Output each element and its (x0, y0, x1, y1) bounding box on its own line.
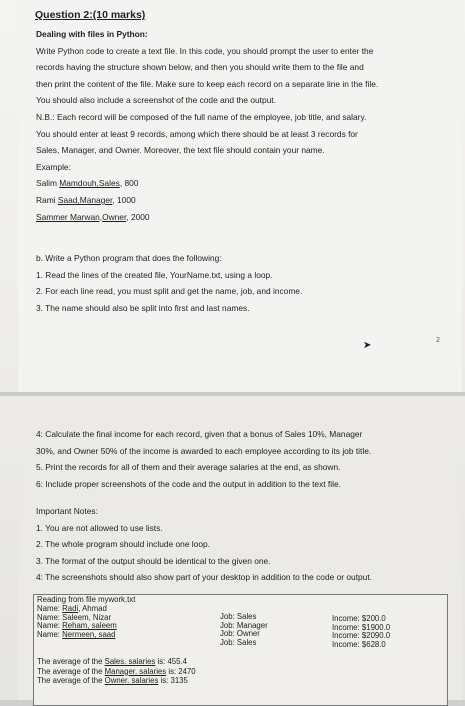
name-label: Name: (37, 604, 63, 613)
name-label: Name: Saleem, Nizar (37, 612, 112, 622)
example-label: Example: (36, 161, 71, 172)
output-averages (37, 657, 196, 686)
name-underlined: Reham, saleem (62, 621, 117, 631)
name-label: Name: (37, 629, 63, 639)
notes-block (36, 503, 446, 586)
name-label: Name: (37, 621, 63, 631)
example-record (36, 175, 446, 192)
nb-line: Sales, Manager, and Owner. Moreover, the text file should contain your name. (36, 145, 325, 156)
record-rest: Saad,Manager (57, 194, 113, 205)
average-value: is: 3135 (158, 676, 188, 686)
sample-output-screenshot (33, 594, 448, 706)
part-b-line: b. Write a Python program that does the following: (36, 253, 222, 263)
output-jobs-column (220, 613, 268, 647)
record-rest: Mamdouh,Sales (59, 178, 120, 189)
output-income-line: Income: $2090.0 (332, 631, 391, 641)
record-salary: , 2000 (126, 211, 150, 222)
output-income-column (332, 615, 390, 649)
record-rest: Sammer Marwan,Owner (36, 211, 127, 222)
example-record (36, 209, 446, 226)
average-line (37, 657, 196, 667)
note-line: 2. The whole program should include one loop. (36, 539, 210, 550)
part-b-line: 2. For each line read, you must split and get the name, job, and income. (36, 286, 303, 297)
average-line (37, 667, 196, 677)
nb-line: N.B.: Each record will be composed of the full name of the employee, job title, and salary. (36, 111, 367, 122)
intro-line: records having the structure shown below, and then you should write them to the file and (36, 62, 364, 73)
nb-line: You should enter at least 9 records, among which there should be at least 3 records for (36, 128, 358, 139)
step-line: 5. Print the records for all of them and their average salaries at the end, as shown. (36, 462, 341, 473)
output-job-line: Job: Manager (220, 620, 268, 630)
average-category: Manager. salaries (104, 666, 167, 676)
bottom-page (18, 396, 462, 700)
intro-line: then print the content of the file. Make sure to keep each record on a separate line in the file. (36, 78, 379, 89)
note-line: 4: The screenshots should also show part of your desktop in addition to the code or output. (36, 572, 372, 583)
part-b-block (36, 250, 446, 316)
top-page (18, 0, 462, 392)
part-b-line: 1. Read the lines of the created file, YourName.txt, using a loop. (36, 269, 273, 280)
record-salary: , 1000 (112, 194, 136, 205)
average-category: Sales. salaries (104, 657, 156, 666)
question-title: Question 2:(10 marks) (35, 9, 146, 21)
output-job-line: Job: Sales (220, 612, 257, 621)
average-prefix: The average of the (37, 666, 105, 676)
average-value: is: 2470 (166, 666, 196, 676)
record-first-name: Rami (36, 194, 58, 205)
output-income-line: Income: $628.0 (332, 639, 386, 649)
example-record (36, 192, 446, 209)
output-title: Reading from file mywork.txt (37, 595, 136, 604)
step-line: 30%, and Owner 50% of the income is awarded to each employee according to its job title. (36, 445, 372, 456)
record-salary: , 800 (119, 178, 139, 189)
note-line: 3. The format of the output should be identical to the given one. (36, 555, 271, 566)
page-number: 2 (436, 337, 440, 344)
steps-block (36, 426, 446, 492)
intro-line: You should also include a screenshot of the code and the output. (36, 95, 276, 106)
average-prefix: The average of the (37, 657, 105, 666)
part-b-line: 3. The name should also be split into first and last names. (36, 302, 250, 313)
notes-heading: Important Notes: (36, 506, 98, 516)
name-underlined: Radi (62, 604, 79, 613)
mouse-cursor-icon: ➤ (363, 340, 372, 351)
intro-line: Write Python code to create a text file. In this code, you should prompt the user to enter the (36, 45, 374, 56)
record-first-name: Salim (36, 178, 60, 189)
intro-block (36, 26, 446, 225)
output-job-line: Job: Sales (220, 637, 257, 647)
average-value: is: 455.4 (155, 657, 187, 666)
average-prefix: The average of the (37, 676, 105, 686)
output-income-line: Income: $1900.0 (332, 622, 391, 632)
section-heading: Dealing with files in Python: (36, 29, 148, 39)
average-category: Owner. salaries (104, 676, 159, 686)
name-underlined: Nermeen, saad (62, 629, 116, 639)
name-rest: , Ahmad (78, 604, 107, 613)
step-line: 4: Calculate the final income for each record, given that a bonus of Sales 10%, Manager (36, 429, 363, 439)
output-job-line: Job: Owner (220, 629, 260, 639)
note-line: 1. You are not allowed to use lists. (36, 522, 163, 533)
output-income-line: Income: $200.0 (332, 614, 386, 623)
step-line: 6: Include proper screenshots of the code and the output in addition to the text file. (36, 478, 341, 489)
output-names-column (37, 605, 117, 639)
output-name-line (37, 631, 117, 640)
average-line (37, 676, 196, 686)
